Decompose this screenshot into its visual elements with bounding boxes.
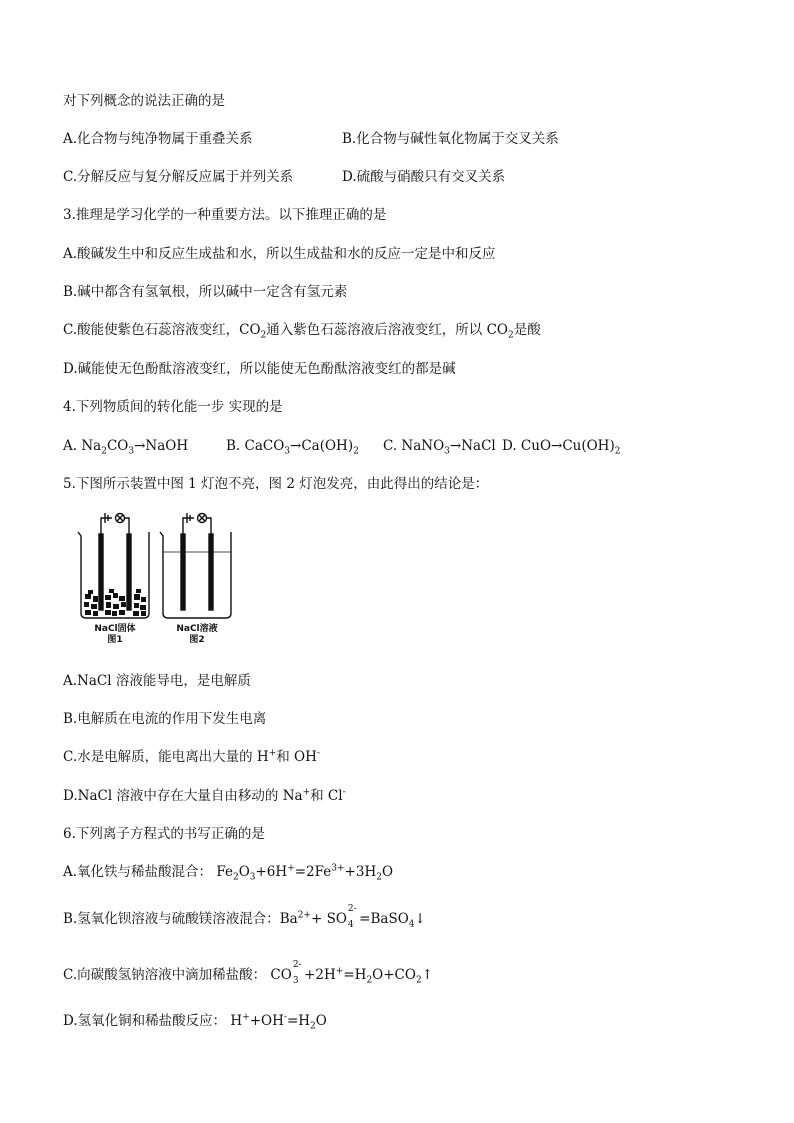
q3-option-a: A.酸碱发生中和反应生成盐和水，所以生成盐和水的反应一定是中和反应 (63, 246, 496, 262)
question-5-stem: 5.下图所示装置中图 1 灯泡不亮，图 2 灯泡发亮，由此得出的结论是： (63, 476, 489, 492)
q4-option-b: B. $CaCO_3\to Ca(OH)_2$ (226, 438, 359, 457)
q6-option-d: D.氢氧化铜和稀盐酸反应： $H^++OH^-=H_2O$ (63, 1012, 327, 1032)
figure-2-caption: NaCl溶液 图2 (176, 624, 218, 645)
q4-option-c: C. NaNO$_3$→NaCl (383, 438, 496, 457)
option-d: D.硫酸与硝酸只有交叉关系 (342, 169, 506, 185)
q5-option-d: D.NaCl 溶液中存在大量自由移动的 Na+和 Cl- (63, 787, 346, 804)
q6-option-b: B.氢氧化钡溶液与硫酸镁溶液混合：$Ba^{2+}+$ SO 2- 4 =BaSO$_4$↓ (63, 904, 426, 930)
q6-option-a: A.氧化铁与稀盐酸混合： $Fe_2O_3+6H^+=2Fe^{3+}+3H_2O$ (63, 863, 394, 883)
beaker-diagram (72, 508, 232, 623)
q3-option-d: D.碱能使无色酚酞溶液变红，所以能使无色酚酞溶液变红的都是碱 (63, 361, 456, 377)
conductivity-figure (72, 508, 232, 653)
q3-option-c: C.酸能使紫色石蕊溶液变红，$CO_2$通入紫色石蕊溶液后溶液变红，所以 $CO_2$是酸 (63, 322, 541, 341)
question-3-stem: 3.推理是学习化学的一种重要方法。以下推理正确的是 (63, 207, 387, 223)
q4-option-a: A. $Na_2CO_3\to NaOH$ (63, 438, 189, 457)
q4-option-d: D. $CuO\to Cu(OH)_2$ (502, 438, 621, 457)
q5-option-b: B.电解质在电流的作用下发生电离 (63, 711, 267, 727)
option-a: A.化合物与纯净物属于重叠关系 (63, 131, 253, 147)
q6-option-c: C.向碳酸氢钠溶液中滴加稀盐酸： CO 2- 3 $+2H^+=H_2O+CO_2↑$ (63, 960, 433, 986)
q3-option-b: B.碱中都含有氢氧根，所以碱中一定含有氢元素 (63, 284, 348, 300)
option-c: C.分解反应与复分解反应属于并列关系 (63, 169, 294, 185)
option-b: B.化合物与碱性氧化物属于交叉关系 (342, 131, 559, 147)
figure-1-caption: NaCl固体 图1 (94, 624, 136, 645)
question-concept-stem: 对下列概念的说法正确的是 (63, 93, 225, 109)
nacl-solid-particles (84, 589, 146, 616)
q5-option-a: A.NaCl 溶液能导电，是电解质 (63, 673, 251, 689)
question-4-stem: 4.下列物质间的转化能一步 实现的是 (63, 399, 283, 415)
beaker-2 (160, 513, 231, 618)
question-6-stem: 6.下列离子方程式的书写正确的是 (63, 826, 265, 842)
q5-option-c: C.水是电解质，能电离出大量的 H+和 OH- (63, 748, 320, 765)
